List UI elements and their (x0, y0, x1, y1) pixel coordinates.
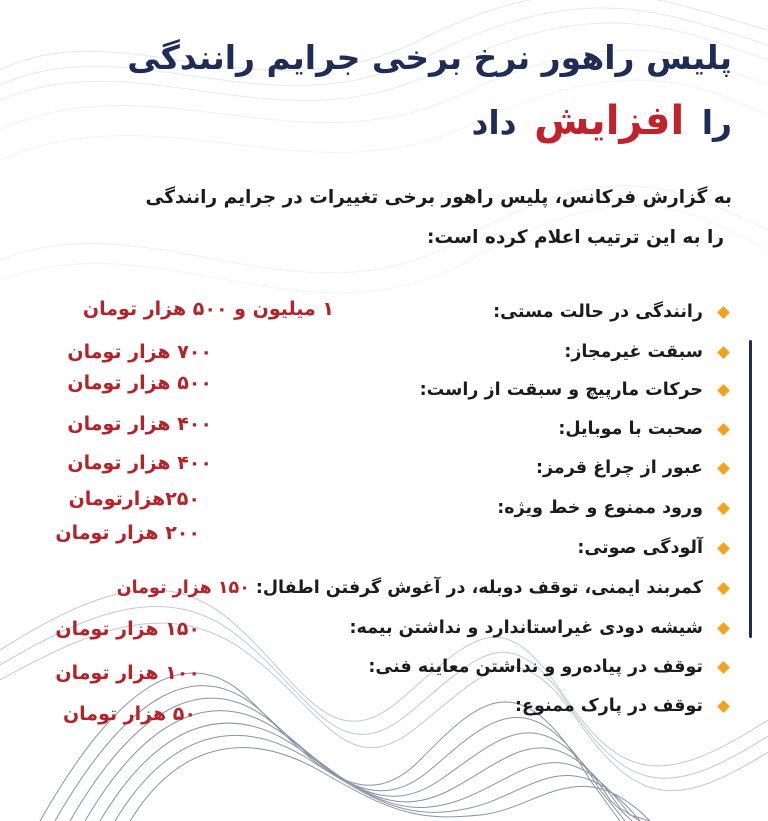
violation-fine: ۱ میلیون و ۵۰۰ هزار تومان (82, 298, 334, 320)
diamond-bullet-icon (717, 542, 730, 555)
violation-label: ورود ممنوع و خط ویژه: (497, 498, 703, 518)
intro-text (52, 178, 732, 258)
page-subtitle (471, 98, 732, 144)
violation-fine: ۵۰۰ هزار تومان (67, 372, 212, 394)
diamond-bullet-icon (717, 384, 730, 397)
intro-line-1: به گزارش فرکانس، پلیس راهور برخی تغییرات در جرایم رانندگی (145, 187, 732, 208)
violation-fine: ۱۵۰ هزار تومان (55, 618, 200, 640)
diamond-bullet-icon (717, 700, 730, 713)
violation-fine: ۴۰۰ هزار تومان (67, 452, 212, 474)
violation-label: سبقت غیرمجاز: (564, 342, 703, 362)
violation-fine: ۷۰۰ هزار تومان (67, 341, 212, 363)
diamond-bullet-icon (717, 622, 730, 635)
violation-fine: ۴۰۰ هزار تومان (67, 413, 212, 435)
violation-label: شیشه دودی غیراستاندارد و نداشتن بیمه: (349, 618, 703, 638)
diamond-bullet-icon (717, 661, 730, 674)
violation-label: رانندگی در حالت مستی: (493, 302, 703, 322)
violation-fine: ۱۰۰ هزار تومان (55, 662, 200, 684)
diamond-bullet-icon (717, 346, 730, 359)
intro-line-2: را به این ترتیب اعلام کرده است: (426, 227, 724, 248)
violation-fine: ۲۵۰هزارتومان (68, 488, 200, 510)
subtitle-suffix: داد (471, 103, 517, 142)
page-title: پلیس راهور نرخ برخی جرایم رانندگی (127, 38, 732, 77)
subtitle-prefix: را (701, 103, 732, 142)
violation-fine: ۲۰۰ هزار تومان (55, 522, 200, 544)
subtitle-accent: افزایش (534, 98, 685, 144)
violation-fine: ۱۵۰ هزار تومان (116, 578, 250, 598)
violation-label: حرکات مارپیچ و سبقت از راست: (419, 380, 703, 400)
vertical-divider (749, 340, 752, 638)
violation-label: آلودگی صوتی: (577, 538, 703, 558)
violation-label: توقف در پارک ممنوع: (515, 696, 703, 716)
diamond-bullet-icon (717, 582, 730, 595)
violation-fine: ۵۰ هزار تومان (62, 703, 196, 725)
violation-label: صحبت با موبایل: (558, 419, 703, 439)
diamond-bullet-icon (717, 306, 730, 319)
violation-label: کمربند ایمنی، توقف دوبله، در آغوش گرفتن اطفال: (255, 578, 703, 598)
violation-label: عبور از چراغ قرمز: (535, 458, 703, 478)
violation-row (14, 570, 728, 606)
diamond-bullet-icon (717, 502, 730, 515)
diamond-bullet-icon (717, 462, 730, 475)
diamond-bullet-icon (717, 423, 730, 436)
violation-label: توقف در پیاده‌رو و نداشتن معاینه فنی: (368, 657, 703, 677)
